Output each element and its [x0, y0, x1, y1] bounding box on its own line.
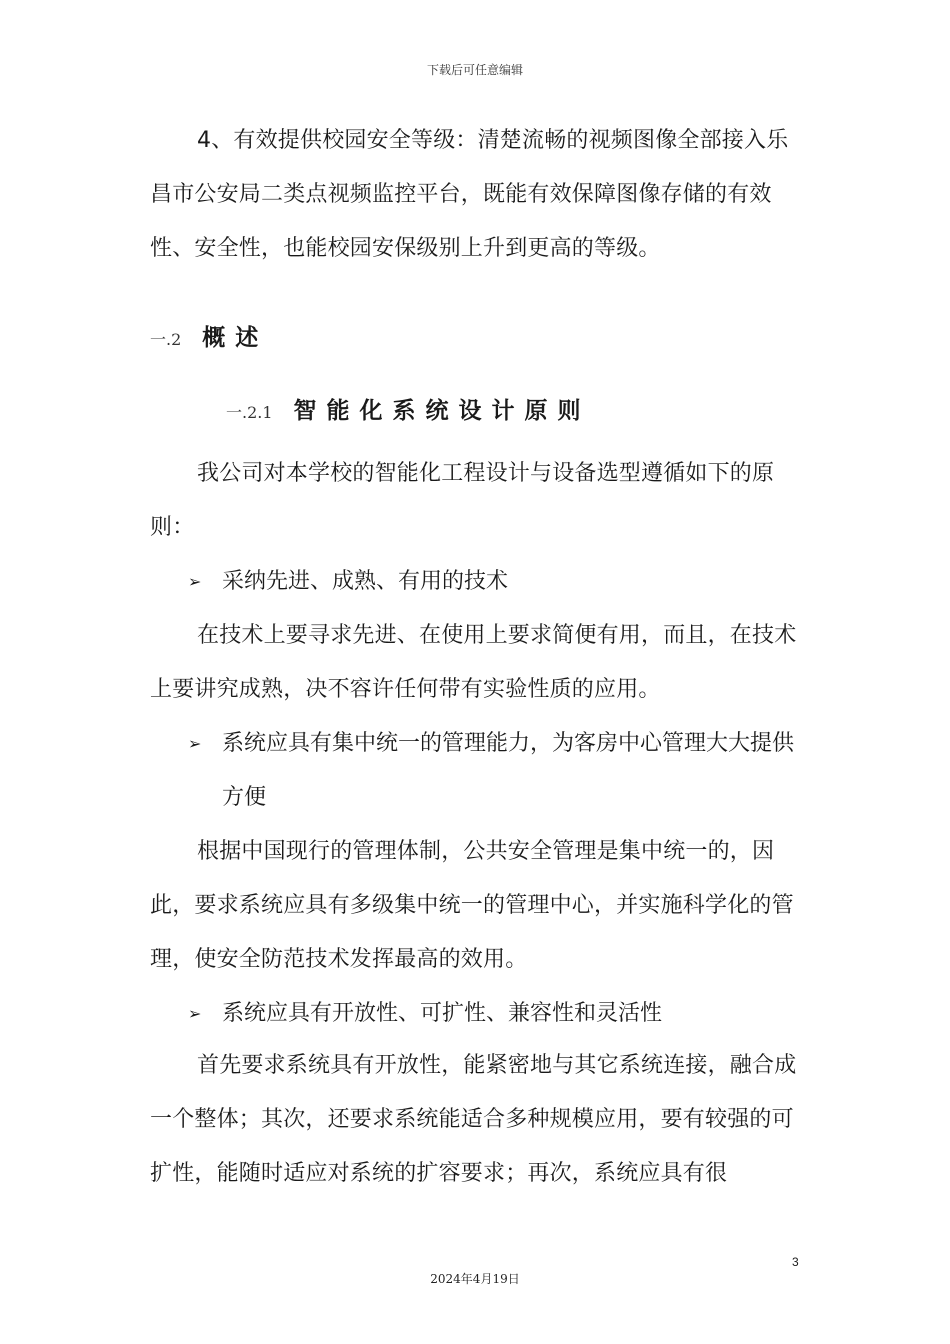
section-heading-overview [150, 323, 268, 355]
subsection-number: 一.2.1 [226, 403, 273, 422]
paragraph-central-management: 根据中国现行的管理体制，公共安全管理是集中统一的，因此，要求系统应具有多级集中统一的管理中心，并实施科学化的管理，使安全防范技术发挥最高的效用。 [150, 839, 794, 972]
page-number: 3 [792, 1255, 799, 1269]
bullet-arrow-icon: ➢ [188, 734, 202, 753]
bullet-arrow-icon: ➢ [188, 1004, 202, 1023]
page-footer-date: 2024年4月19日 [430, 1272, 520, 1286]
page-header: 下载后可任意编辑 [426, 63, 523, 77]
bullet-item-central-management: 系统应具有集中统一的管理能力，为客房中心管理大大提供方便 [222, 731, 795, 810]
bullet-item-openness: 系统应具有开放性、可扩性、兼容性和灵活性 [222, 1001, 663, 1026]
paragraph-openness: 首先要求系统具有开放性，能紧密地与其它系统连接，融合成一个整体；其次，还要求系统能适合多种规模应用，要有较强的可扩性，能随时适应对系统的扩容要求；再次，系统应具有很 [150, 1053, 797, 1186]
subsection-title: 智能化系统设计原则 [293, 398, 591, 424]
section-title: 概述 [202, 325, 269, 351]
subsection-heading-design-principles [226, 396, 591, 428]
paragraph-advanced-tech: 在技术上要寻求先进、在使用上要求简便有用，而且，在技术上要讲究成熟，决不容许任何带有实验性质的应用。 [150, 623, 797, 702]
paragraph-principles-intro: 我公司对本学校的智能化工程设计与设备选型遵循如下的原则： [150, 461, 775, 540]
bullet-arrow-icon: ➢ [188, 572, 202, 591]
bullet-item-advanced-tech: 采纳先进、成熟、有用的技术 [222, 569, 509, 594]
section-number: 一.2 [150, 330, 182, 349]
paragraph-security-level: 4、有效提供校园安全等级：清楚流畅的视频图像全部接入乐昌市公安局二类点视频监控平台，既能有效保障图像存储的有效性、安全性，也能校园安保级别上升到更高的等级。 [150, 128, 789, 261]
